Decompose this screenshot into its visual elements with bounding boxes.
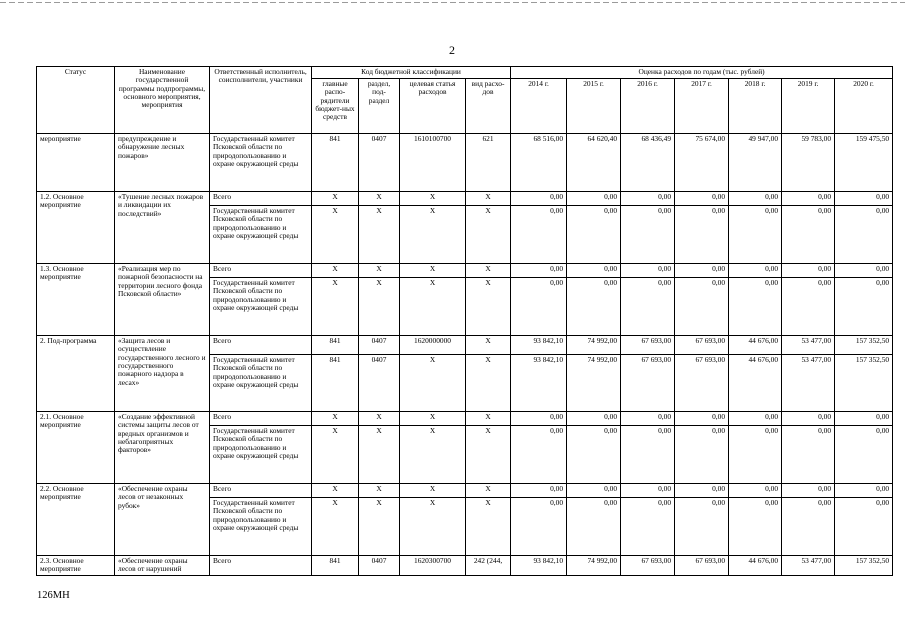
row-executor: Всего xyxy=(210,412,312,426)
cell-grbs: X xyxy=(312,278,359,336)
header-estimate: Оценка расходов по годам (тыс. рублей) xyxy=(511,67,893,79)
cell-value: 67 693,00 xyxy=(621,355,675,412)
cell-value: 67 693,00 xyxy=(621,556,675,576)
row-status: 2.3. Основное мероприятие xyxy=(37,556,115,576)
cell-vr: X xyxy=(466,264,511,278)
row-name: «Обеспечение охраны лесов от нарушений xyxy=(115,556,210,576)
cell-value: 93 842,10 xyxy=(511,355,567,412)
cell-rzpr: X xyxy=(359,426,400,484)
cell-rzpr: 0407 xyxy=(359,355,400,412)
scan-edge-line xyxy=(0,2,905,3)
header-csr: целевая статья расходов xyxy=(400,79,466,134)
cell-value: 93 842,10 xyxy=(511,336,567,355)
cell-csr: X xyxy=(400,355,466,412)
row-executor: Государственный комитет Псковской области по природопользованию и охране окружающей среды xyxy=(210,426,312,484)
cell-vr: 242 (244, xyxy=(466,556,511,576)
table-row xyxy=(37,134,893,192)
cell-vr: X xyxy=(466,498,511,556)
row-executor: Государственный комитет Псковской области по природопользованию и охране окружающей среды xyxy=(210,355,312,412)
cell-value: 0,00 xyxy=(621,412,675,426)
header-name: Наименование государственной программы подпрограммы, основного мероприятия, мероприятия xyxy=(115,67,210,134)
cell-value: 0,00 xyxy=(782,278,835,336)
cell-rzpr: X xyxy=(359,264,400,278)
row-executor: Государственный комитет Псковской области по природопользованию и охране окружающей среды xyxy=(210,278,312,336)
cell-value: 0,00 xyxy=(567,498,621,556)
cell-csr: X xyxy=(400,278,466,336)
cell-rzpr: X xyxy=(359,278,400,336)
cell-value: 0,00 xyxy=(835,412,893,426)
cell-value: 0,00 xyxy=(511,278,567,336)
cell-value: 0,00 xyxy=(621,192,675,206)
header-rzpr: раздел, под-раздел xyxy=(359,79,400,134)
cell-grbs: 841 xyxy=(312,134,359,192)
cell-value: 0,00 xyxy=(782,498,835,556)
cell-value: 53 477,00 xyxy=(782,556,835,576)
cell-value: 0,00 xyxy=(782,484,835,498)
document-code: 126МН xyxy=(37,590,70,601)
cell-value: 49 947,00 xyxy=(729,134,782,192)
cell-value: 68 436,49 xyxy=(621,134,675,192)
header-year: 2020 г. xyxy=(835,79,893,134)
header-year: 2019 г. xyxy=(782,79,835,134)
cell-grbs: 841 xyxy=(312,336,359,355)
cell-vr: X xyxy=(466,206,511,264)
cell-value: 0,00 xyxy=(621,426,675,484)
row-executor: Государственный комитет Псковской области по природопользованию и охране окружающей среды xyxy=(210,134,312,192)
cell-csr: X xyxy=(400,264,466,278)
cell-rzpr: X xyxy=(359,192,400,206)
cell-value: 0,00 xyxy=(675,264,729,278)
cell-value: 64 620,40 xyxy=(567,134,621,192)
cell-value: 0,00 xyxy=(621,264,675,278)
cell-value: 0,00 xyxy=(729,206,782,264)
cell-value: 67 693,00 xyxy=(621,336,675,355)
header-year: 2018 г. xyxy=(729,79,782,134)
cell-value: 0,00 xyxy=(621,498,675,556)
cell-csr: X xyxy=(400,498,466,556)
cell-rzpr: 0407 xyxy=(359,134,400,192)
header-executor: Ответственный исполнитель, соисполнители, участники xyxy=(210,67,312,134)
cell-value: 0,00 xyxy=(729,426,782,484)
cell-value: 0,00 xyxy=(567,206,621,264)
row-name: «Обеспечение охраны лесов от незаконных рубок» xyxy=(115,484,210,556)
cell-value: 0,00 xyxy=(675,206,729,264)
cell-vr: X xyxy=(466,412,511,426)
row-executor: Государственный комитет Псковской области по природопользованию и охране окружающей среды xyxy=(210,206,312,264)
cell-rzpr: X xyxy=(359,412,400,426)
row-status: 2. Под-программа xyxy=(37,336,115,412)
cell-rzpr: X xyxy=(359,484,400,498)
cell-value: 0,00 xyxy=(782,192,835,206)
row-name: «Создание эффективной системы защиты лесов от вредных организмов и неблагоприятных факторов» xyxy=(115,412,210,484)
row-name: «Тушение лесных пожаров и ликвидации их последствий» xyxy=(115,192,210,264)
cell-value: 93 842,10 xyxy=(511,556,567,576)
cell-value: 0,00 xyxy=(729,498,782,556)
cell-grbs: X xyxy=(312,426,359,484)
cell-value: 0,00 xyxy=(729,264,782,278)
cell-value: 44 676,00 xyxy=(729,355,782,412)
expenses-table xyxy=(36,66,893,576)
cell-vr: 621 xyxy=(466,134,511,192)
cell-value: 0,00 xyxy=(782,426,835,484)
cell-value: 59 783,00 xyxy=(782,134,835,192)
header-grbs: главные распо-рядители бюджет-ных средств xyxy=(312,79,359,134)
cell-rzpr: X xyxy=(359,206,400,264)
header-year: 2017 г. xyxy=(675,79,729,134)
table-row xyxy=(37,484,893,498)
table-row xyxy=(37,192,893,206)
cell-grbs: X xyxy=(312,412,359,426)
cell-value: 0,00 xyxy=(567,412,621,426)
cell-value: 74 992,00 xyxy=(567,556,621,576)
cell-value: 0,00 xyxy=(835,206,893,264)
cell-csr: 1620000000 xyxy=(400,336,466,355)
row-executor: Всего xyxy=(210,484,312,498)
cell-value: 44 676,00 xyxy=(729,336,782,355)
row-status: мероприятие xyxy=(37,134,115,192)
cell-value: 0,00 xyxy=(621,206,675,264)
cell-value: 0,00 xyxy=(567,192,621,206)
cell-vr: X xyxy=(466,336,511,355)
cell-value: 0,00 xyxy=(675,278,729,336)
cell-value: 74 992,00 xyxy=(567,355,621,412)
cell-value: 0,00 xyxy=(675,412,729,426)
table-row xyxy=(37,336,893,355)
header-vr: вид расхо-дов xyxy=(466,79,511,134)
cell-value: 0,00 xyxy=(729,192,782,206)
row-status: 2.2. Основное мероприятие xyxy=(37,484,115,556)
row-executor: Всего xyxy=(210,192,312,206)
table-row xyxy=(37,264,893,278)
cell-value: 0,00 xyxy=(511,192,567,206)
header-row-1 xyxy=(37,67,893,79)
row-name: «Реализация мер по пожарной безопасности на территории лесного фонда Псковской области» xyxy=(115,264,210,336)
cell-value: 0,00 xyxy=(675,192,729,206)
cell-value: 157 352,50 xyxy=(835,336,893,355)
cell-value: 0,00 xyxy=(835,484,893,498)
cell-value: 0,00 xyxy=(835,498,893,556)
cell-grbs: 841 xyxy=(312,556,359,576)
cell-rzpr: 0407 xyxy=(359,556,400,576)
header-budget-code: Код бюджетной классификации xyxy=(312,67,511,79)
cell-value: 0,00 xyxy=(511,264,567,278)
cell-value: 0,00 xyxy=(621,484,675,498)
cell-grbs: X xyxy=(312,264,359,278)
cell-vr: X xyxy=(466,192,511,206)
cell-value: 0,00 xyxy=(835,192,893,206)
cell-value: 67 693,00 xyxy=(675,355,729,412)
cell-csr: X xyxy=(400,484,466,498)
header-year: 2016 г. xyxy=(621,79,675,134)
cell-csr: X xyxy=(400,412,466,426)
row-executor: Всего xyxy=(210,264,312,278)
cell-grbs: X xyxy=(312,206,359,264)
cell-value: 0,00 xyxy=(567,264,621,278)
header-year: 2015 г. xyxy=(567,79,621,134)
cell-value: 0,00 xyxy=(782,412,835,426)
cell-value: 0,00 xyxy=(782,264,835,278)
cell-value: 0,00 xyxy=(729,278,782,336)
cell-vr: X xyxy=(466,426,511,484)
cell-vr: X xyxy=(466,355,511,412)
table-row xyxy=(37,412,893,426)
cell-value: 67 693,00 xyxy=(675,336,729,355)
cell-grbs: 841 xyxy=(312,355,359,412)
cell-value: 0,00 xyxy=(835,278,893,336)
cell-value: 0,00 xyxy=(511,484,567,498)
cell-value: 53 477,00 xyxy=(782,355,835,412)
cell-grbs: X xyxy=(312,192,359,206)
cell-value: 0,00 xyxy=(511,426,567,484)
row-name: предупреждение и обнаружение лесных пожаров» xyxy=(115,134,210,192)
cell-grbs: X xyxy=(312,484,359,498)
cell-vr: X xyxy=(466,278,511,336)
cell-value: 157 352,50 xyxy=(835,355,893,412)
cell-value: 0,00 xyxy=(729,484,782,498)
cell-value: 0,00 xyxy=(621,278,675,336)
cell-value: 0,00 xyxy=(675,484,729,498)
row-name: «Защита лесов и осуществление государственного лесного и государственного пожарного надзора в лесах» xyxy=(115,336,210,412)
cell-rzpr: 0407 xyxy=(359,336,400,355)
header-year: 2014 г. xyxy=(511,79,567,134)
row-status: 2.1. Основное мероприятие xyxy=(37,412,115,484)
table-row xyxy=(37,556,893,576)
cell-value: 0,00 xyxy=(729,412,782,426)
cell-value: 0,00 xyxy=(567,278,621,336)
cell-value: 67 693,00 xyxy=(675,556,729,576)
row-executor: Всего xyxy=(210,336,312,355)
cell-csr: 1620300700 xyxy=(400,556,466,576)
cell-vr: X xyxy=(466,484,511,498)
cell-value: 44 676,00 xyxy=(729,556,782,576)
cell-csr: 1610100700 xyxy=(400,134,466,192)
row-executor: Государственный комитет Псковской области по природопользованию и охране окружающей среды xyxy=(210,498,312,556)
page-number: 2 xyxy=(449,43,455,57)
cell-value: 0,00 xyxy=(511,412,567,426)
cell-rzpr: X xyxy=(359,498,400,556)
cell-value: 157 352,50 xyxy=(835,556,893,576)
cell-value: 0,00 xyxy=(511,498,567,556)
cell-csr: X xyxy=(400,426,466,484)
cell-value: 75 674,00 xyxy=(675,134,729,192)
cell-csr: X xyxy=(400,206,466,264)
row-status: 1.3. Основное мероприятие xyxy=(37,264,115,336)
cell-value: 0,00 xyxy=(675,426,729,484)
cell-value: 0,00 xyxy=(567,426,621,484)
cell-value: 0,00 xyxy=(782,206,835,264)
cell-value: 53 477,00 xyxy=(782,336,835,355)
cell-value: 74 992,00 xyxy=(567,336,621,355)
cell-value: 68 516,00 xyxy=(511,134,567,192)
cell-value: 0,00 xyxy=(567,484,621,498)
header-status: Статус xyxy=(37,67,115,134)
cell-value: 0,00 xyxy=(675,498,729,556)
cell-value: 0,00 xyxy=(835,264,893,278)
cell-value: 0,00 xyxy=(835,426,893,484)
row-executor: Всего xyxy=(210,556,312,576)
cell-value: 159 475,50 xyxy=(835,134,893,192)
row-status: 1.2. Основное мероприятие xyxy=(37,192,115,264)
cell-csr: X xyxy=(400,192,466,206)
cell-value: 0,00 xyxy=(511,206,567,264)
cell-grbs: X xyxy=(312,498,359,556)
